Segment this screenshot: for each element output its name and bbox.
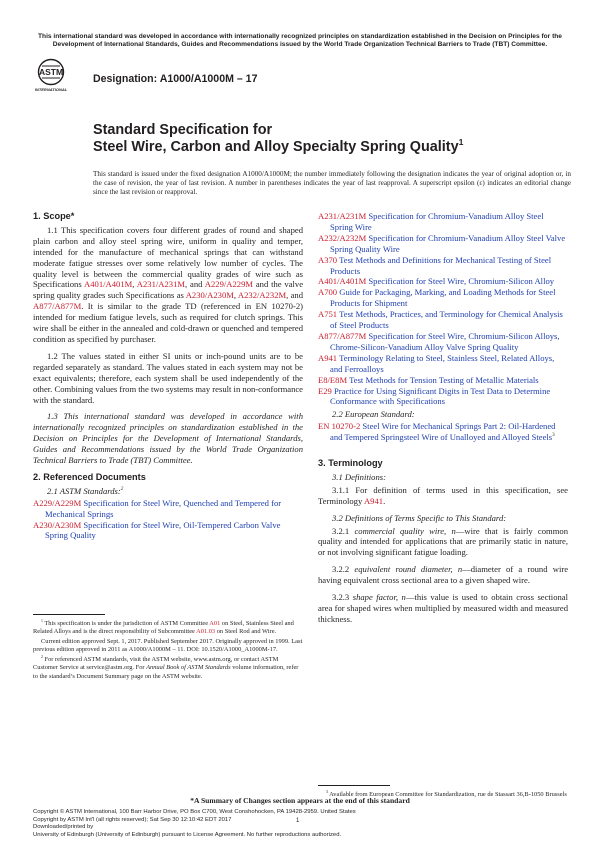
page-number: 1 bbox=[296, 818, 300, 824]
footnote-divider-left bbox=[33, 614, 105, 615]
term-3-2-2-text: —diameter of a round wire having equivalent cross sectional area to a given shaped wire. bbox=[318, 564, 569, 586]
footer-line-1: Copyright © ASTM International, 100 Barr Harbor Drive, PO Box C700, West Conshohocken, PA 19428-2959. United States bbox=[33, 809, 356, 815]
footnote-2-text-b: volume information, refer to the standard’s Document Summary page on the ASTM website. bbox=[33, 664, 299, 680]
astm-ref-list-right bbox=[318, 211, 568, 407]
footnote-2-text-a: For referenced ASTM standards, visit the ASTM website, www.astm.org, or contact ASTM Customer Service at service@astm.org. For bbox=[33, 656, 279, 672]
ref-code[interactable]: A700 bbox=[318, 287, 338, 298]
ref-code[interactable]: A370 bbox=[318, 254, 338, 265]
ref-item[interactable] bbox=[318, 375, 568, 386]
footnote-1 bbox=[33, 620, 303, 636]
section-refs-heading: 2. Referenced Documents bbox=[33, 471, 146, 482]
footnote-3-text: Available from European Committee for Standardization, rue de Stassart 36,B-1050 Brussels bbox=[327, 791, 567, 798]
logo-text: ASTM bbox=[38, 67, 64, 77]
ref-item[interactable] bbox=[33, 520, 303, 542]
ref-title[interactable]: Specification for Chromium-Vanadium Alloy Steel Valve Spring Quality Wire bbox=[330, 232, 566, 254]
ref-item[interactable] bbox=[318, 353, 568, 375]
footnote-1-text-b: on Steel, Stainless Steel and Related Alloys and is the direct responsibility of Subcommittee bbox=[33, 620, 294, 636]
title-line-2-text: Steel Wire, Carbon and Alloy Specialty Spring Quality bbox=[93, 139, 459, 155]
ref-title[interactable]: Test Methods, Practices, and Terminology for Chemical Analysis of Steel Products bbox=[330, 309, 563, 331]
footnote-1-num: 1 bbox=[41, 618, 43, 623]
term-3-2-3-num: 3.2.3 bbox=[332, 592, 353, 603]
term-3-2-1-num: 3.2.1 bbox=[332, 525, 355, 536]
link-a232[interactable]: A232/A232M bbox=[237, 290, 287, 301]
ref-en-title[interactable]: Steel Wire for Mechanical Springs Part 2: Oil-Hardened and Tempered Springsteel Wire of Unalloyed and Alloyed Steels bbox=[330, 421, 556, 443]
link-committee-a01[interactable]: A01 bbox=[209, 620, 221, 627]
ref-title[interactable]: Test Methods and Definitions for Mechanical Testing of Steel Products bbox=[330, 254, 552, 276]
footnote-1-text-c: on Steel Rod and Wire. bbox=[215, 628, 277, 636]
link-a941[interactable]: A941 bbox=[363, 495, 384, 506]
ref-item[interactable] bbox=[318, 287, 568, 309]
scope-1-1: 1.1 This specification covers four different grades of round and shaped plain carbon and alloy steel spring wire, uniform in quality and temper, intended for the manufacture of mechanical springs that can withstand moderate fatigue stresses over some relatively low number of cycles. The quality level is between the commercial quality grades of wire such as Specifications A401/A401M, A231/A231M, and A229/A229M and the valve spring quality grades such Specifications as A230/A230M, A232/A232M, and A877/A877M. It is similar to the grade TD (referenced in EN 10270-2) intended for medium fatigue levels, such as required for clutch springs. This wire shall be either in the annealed and cold-drawn or quenched and tempered condition as specified by purchaser. bbox=[33, 224, 304, 344]
scope-1-1-text-c: . It is similar to the grade TD (referenced in EN 10270-2) intended for medium fatigue levels, such as required for clutch springs. This wire shall be either in the annealed and cold-drawn or quenched and tempered condition as specified by purchaser. bbox=[33, 301, 303, 344]
footer-line-4: University of Edinburgh (University of Edinburgh) pursuant to License Agreement. No further reproductions authorized. bbox=[33, 831, 342, 838]
scope-1-1-text-b: and the valve spring quality grades such Specifications as bbox=[33, 279, 304, 301]
link-a401[interactable]: A401/A401M bbox=[84, 279, 133, 290]
title-line-1: Standard Specification for bbox=[93, 122, 273, 138]
ref-item[interactable] bbox=[318, 276, 568, 287]
astm-ref-list-left bbox=[33, 498, 303, 542]
ref-code[interactable]: A401/A401M bbox=[318, 276, 367, 287]
scope-1-2: 1.2 The values stated in either SI units or inch-pound units are to be regarded separately as standard. The values stated in each system may not be exact equivalents; therefore, each system shall be used independently of the other. Combining values from the two systems may result in non-conformance with the standard. bbox=[33, 350, 303, 405]
ref-item[interactable] bbox=[318, 233, 568, 255]
ref-title[interactable]: Specification for Steel Wire, Chromium-Silicon Alloy bbox=[368, 276, 555, 287]
scope-1-1-text: 1.1 This specification covers four different grades of round and shaped plain carbon and alloy steel spring wire, uniform in quality and temper, intended for the manufacture of mechanical springs that can withstand moderate fatigue stresses over some relatively low number of cycles. The quality level is between the commercial quality grades of wire such as Specifications bbox=[33, 224, 303, 290]
ref-item[interactable] bbox=[318, 331, 568, 353]
term-3-2-3-term: shape factor, n bbox=[352, 592, 406, 603]
ref-en-code[interactable]: EN 10270-2 bbox=[318, 421, 361, 432]
title-footnote-marker: 1 bbox=[458, 137, 464, 148]
tbt-notice: This international standard was developed in accordance with internationally recognized principles on standardization established in the Decision on Principles for the Development of International Standards, Guides and Recommendations issued by the World Trade Organization Technical Barriers to Trade (TBT) Committee. bbox=[38, 33, 562, 48]
title-line-2 bbox=[93, 139, 573, 156]
astm-logo-icon bbox=[34, 58, 68, 110]
ref-en-10270-2[interactable] bbox=[318, 421, 568, 443]
ref-code[interactable]: A941 bbox=[318, 352, 338, 363]
refs-2-1-text: 2.1 ASTM Standards: bbox=[47, 485, 121, 496]
footnotes-left bbox=[33, 620, 303, 681]
intro-paragraph: This standard is issued under the fixed designation A1000/A1000M; the number immediately following the designation indicates the year of original adoption or, in the case of revision, the year of last revision. A number in parentheses indicates the year of last reapproval. A superscript epsilon (ε) indicates an editorial change since the last revision or reapproval. bbox=[93, 170, 571, 197]
copyright-footer bbox=[33, 809, 573, 839]
ref-title[interactable]: Specification for Steel Wire, Chromium-Silicon Alloys, Chrome-Silicon-Vanadium Alloy Valve Spring Quality bbox=[330, 330, 560, 352]
ref-en-marker: 3 bbox=[552, 432, 555, 439]
term-3-2-2-term: equivalent round diameter, n bbox=[354, 564, 463, 575]
term-3-2-1 bbox=[318, 526, 568, 559]
ref-code[interactable]: A229/A229M bbox=[33, 497, 82, 508]
footnote-1-edition: Current edition approved Sept. 1, 2017. Published September 2017. Originally approved in 1999. Last previous edition approved in 2011 as A1000/A1000M – 11. DOI: 10.1520/A1000_A1000M-17. bbox=[33, 638, 303, 654]
term-3-2-3-text: —this value is used to obtain cross sectional area for shaped wires when multiplied by measured width and measured thickness. bbox=[318, 592, 568, 624]
ref-title[interactable]: Specification for Steel Wire, Oil-Tempered Carbon Valve Spring Quality bbox=[45, 519, 281, 541]
footnote-2 bbox=[33, 656, 303, 680]
ref-item[interactable] bbox=[33, 498, 303, 520]
ref-code[interactable]: A231/A231M bbox=[318, 211, 367, 221]
ref-title[interactable]: Guide for Packaging, Marking, and Loading Methods for Steel Products for Shipment bbox=[330, 287, 556, 309]
term-3-1-1-text: 3.1.1 For definition of terms used in this specification, see Terminology bbox=[318, 484, 568, 506]
designation: Designation: A1000/A1000M – 17 bbox=[93, 73, 258, 85]
ref-item[interactable] bbox=[318, 255, 568, 277]
ref-item[interactable] bbox=[318, 309, 568, 331]
term-3-1: 3.1 Definitions: bbox=[332, 471, 386, 482]
link-subcommittee-a0103[interactable]: A01.03 bbox=[196, 628, 216, 636]
ref-code[interactable]: A232/A232M bbox=[318, 232, 367, 243]
footnote-2-italic: Annual Book of ASTM Standards bbox=[146, 664, 231, 672]
ref-title[interactable]: Terminology Relating to Steel, Stainless Steel, Related Alloys, and Ferroalloys bbox=[330, 352, 555, 374]
ref-code[interactable]: A877/A877M bbox=[318, 330, 367, 341]
logo-subtext: INTERNATIONAL bbox=[34, 87, 68, 92]
term-3-2-1-term: commercial quality wire, n bbox=[354, 525, 456, 536]
term-3-2-2 bbox=[318, 564, 568, 586]
footnote-3-num: 3 bbox=[326, 789, 328, 794]
ref-code[interactable]: E29 bbox=[318, 385, 332, 396]
term-3-1-1-end: . bbox=[383, 495, 386, 506]
footer-line-2: Copyright by ASTM Int'l (all rights reserved); Sat Sep 30 12:10:42 EDT 2017 bbox=[33, 816, 232, 823]
footnote-2-num: 2 bbox=[41, 655, 43, 660]
ref-item[interactable] bbox=[318, 386, 568, 408]
summary-of-changes-note: *A Summary of Changes section appears at the end of this standard bbox=[190, 796, 410, 805]
left-column bbox=[33, 211, 303, 541]
ref-title[interactable]: Test Methods for Tension Testing of Metallic Materials bbox=[349, 374, 539, 385]
ref-item[interactable] bbox=[318, 211, 568, 233]
footnote-1-text-a: This specification is under the jurisdiction of ASTM Committee bbox=[42, 620, 210, 627]
footnote-divider-right bbox=[318, 785, 390, 786]
section-scope-heading: 1. Scope* bbox=[33, 211, 75, 221]
term-3-2-3 bbox=[318, 592, 568, 625]
link-a230[interactable]: A230/A230M bbox=[185, 290, 234, 301]
section-terminology-heading: 3. Terminology bbox=[318, 458, 383, 469]
ref-title[interactable]: Specification for Chromium-Vanadium Alloy Steel Spring Wire bbox=[330, 211, 544, 232]
ref-title[interactable]: Specification for Steel Wire, Quenched and Tempered for Mechanical Springs bbox=[45, 497, 282, 519]
scope-1-3: 1.3 This international standard was developed in accordance with internationally recognized principles on standardization established in the Decision on Principles for the Development of International Standards, Guides and Recommendations issued by the World Trade Organization Technical Barriers to Trade (TBT) Committee. bbox=[33, 411, 303, 466]
refs-2-1-marker: 2 bbox=[120, 485, 124, 492]
link-a231[interactable]: A231/A231M bbox=[136, 279, 186, 290]
right-column bbox=[318, 211, 568, 631]
page-title bbox=[93, 122, 573, 156]
term-3-2: 3.2 Definitions of Terms Specific to This Standard: bbox=[332, 512, 507, 523]
term-3-2-2-num: 3.2.2 bbox=[332, 564, 355, 575]
refs-2-2: 2.2 European Standard: bbox=[332, 409, 415, 420]
scope-and: , and bbox=[185, 279, 205, 290]
ref-title[interactable]: Practice for Using Significant Digits in Test Data to Determine Conformance with Specifications bbox=[330, 385, 551, 407]
term-3-1-1 bbox=[318, 485, 568, 507]
link-a877[interactable]: A877/A877M bbox=[33, 301, 82, 312]
term-3-2-1-text: —wire that is fairly common quality and intended for applications that are primarily static in nature, or not involving significant fatigue loading. bbox=[318, 525, 569, 558]
footer-line-3: Downloaded/printed by bbox=[33, 824, 94, 831]
ref-code[interactable]: A230/A230M bbox=[33, 519, 82, 530]
refs-2-1 bbox=[33, 486, 303, 497]
ref-code[interactable]: E8/E8M bbox=[318, 374, 348, 385]
ref-code[interactable]: A751 bbox=[318, 309, 338, 320]
link-a229[interactable]: A229/A229M bbox=[204, 279, 254, 290]
